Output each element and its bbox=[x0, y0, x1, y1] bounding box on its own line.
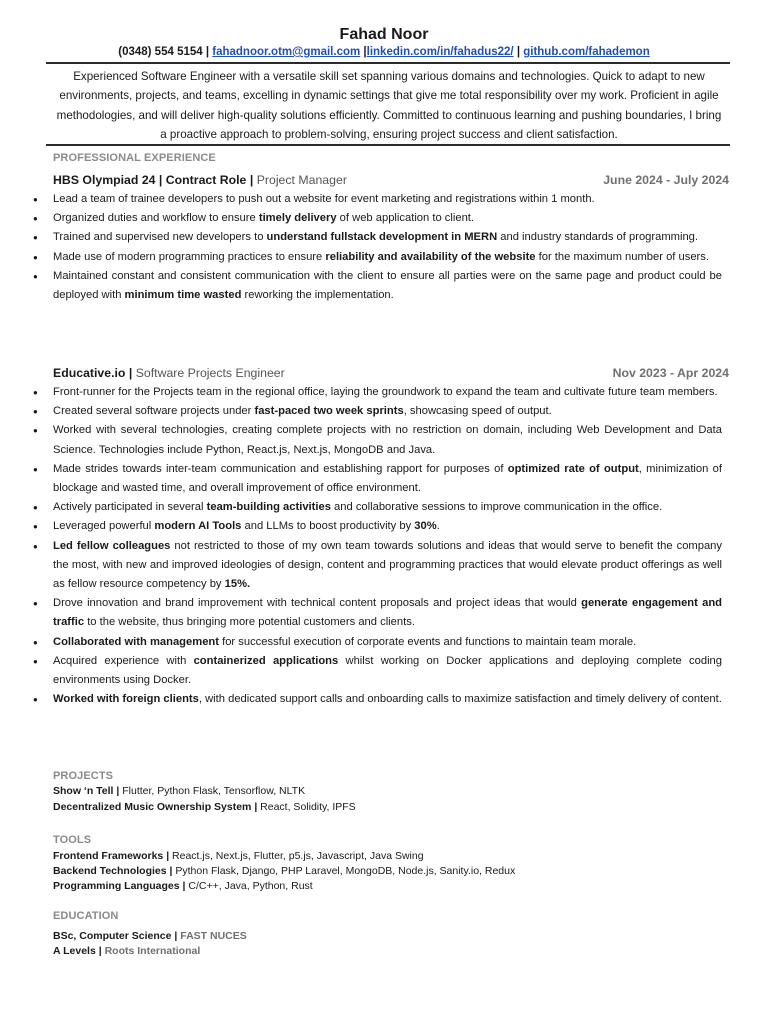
education-item bbox=[53, 929, 247, 944]
bullet-text: Worked with several technologies, creating complete projects with no restriction on domain, including Web Development and Data Science. Technologies include Python, React.js, Next.js, MongoDB and Java. bbox=[53, 424, 722, 456]
job-bullet bbox=[53, 421, 722, 459]
bullet-text: of web application to client. bbox=[336, 212, 475, 225]
linkedin-link[interactable]: linkedin.com/in/fahadus22/ bbox=[366, 46, 514, 58]
bullet-text: Made use of modern programming practices to ensure bbox=[53, 250, 326, 263]
tool-category: Programming Languages | bbox=[53, 880, 189, 892]
project-name: Show ‘n Tell | bbox=[53, 785, 123, 797]
contact-separator: | bbox=[513, 46, 524, 58]
bullet-text: , minimization of blockage and wasted time, and overall improvement of office environment. bbox=[53, 462, 722, 495]
job-organization: Educative.io | bbox=[53, 366, 136, 380]
bullet-emphasis: reliability and availability of the website bbox=[325, 250, 536, 263]
institution-name: FAST NUCES bbox=[180, 930, 247, 942]
bullet-emphasis: optimized rate of output bbox=[507, 462, 639, 475]
candidate-name: Fahad Noor bbox=[339, 26, 429, 43]
projects-section-title: PROJECTS bbox=[53, 770, 114, 782]
bullet-text: Maintained constant and consistent communication with the client to ensure all parties were on the same page and product could be deployed with bbox=[53, 269, 722, 302]
bullet-emphasis: understand fullstack development in MERN bbox=[266, 231, 498, 244]
job-bullet bbox=[53, 383, 722, 402]
bullet-text: . bbox=[436, 520, 440, 533]
bullet-text: Lead a team of trainee developers to push out a website for event marketing and registrations within 1 month. bbox=[53, 193, 595, 205]
education-item bbox=[53, 944, 200, 959]
job-bullet bbox=[53, 248, 722, 267]
education-section-title: EDUCATION bbox=[53, 910, 119, 922]
job-heading bbox=[53, 364, 729, 382]
job-dates: June 2024 - July 2024 bbox=[603, 173, 729, 187]
contact-line bbox=[0, 45, 768, 60]
bullet-text: for successful execution of corporate events and functions to maintain team morale. bbox=[218, 635, 637, 648]
experience-section-title: PROFESSIONAL EXPERIENCE bbox=[53, 152, 216, 164]
job-bullet bbox=[53, 633, 722, 652]
bullet-text: Acquired experience with bbox=[53, 654, 194, 667]
github-link[interactable]: github.com/fahademon bbox=[523, 46, 650, 58]
bullet-text: for the maximum number of users. bbox=[535, 250, 709, 263]
contact-separator: | bbox=[360, 46, 367, 58]
degree-name: A Levels | bbox=[53, 945, 105, 957]
bullet-text: Trained and supervised new developers to bbox=[53, 231, 267, 244]
bullet-text: Made strides towards inter-team communication and establishing rapport for purposes of bbox=[53, 462, 508, 475]
bullet-emphasis: team-building activities bbox=[206, 501, 331, 514]
bullet-emphasis: fast-paced two week sprints bbox=[254, 405, 404, 418]
phone-number: (0348) 554 5154 bbox=[118, 46, 203, 58]
job-bullet bbox=[53, 498, 722, 517]
tool-category: Frontend Frameworks | bbox=[53, 850, 173, 862]
bullet-text: Created several software projects under bbox=[53, 405, 255, 418]
job-bullet bbox=[53, 209, 722, 228]
project-item bbox=[53, 800, 356, 815]
bullet-emphasis: containerized applications bbox=[193, 654, 339, 667]
bullet-emphasis: modern AI Tools bbox=[154, 520, 242, 533]
job-bullet-list bbox=[53, 190, 722, 305]
tool-item bbox=[53, 849, 424, 864]
job-dates: Nov 2023 - Apr 2024 bbox=[612, 366, 729, 380]
bullet-text: , showcasing speed of output. bbox=[403, 405, 552, 418]
job-bullet bbox=[53, 594, 722, 632]
job-role: Software Projects Engineer bbox=[135, 366, 285, 380]
bullet-text: Drove innovation and brand improvement with technical content proposals and project ideas that would bbox=[53, 597, 582, 610]
job-bullet bbox=[53, 537, 722, 595]
project-name: Decentralized Music Ownership System | bbox=[53, 801, 261, 813]
project-detail: Flutter, Python Flask, Tensorflow, NLTK bbox=[122, 785, 306, 797]
bullet-emphasis: Collaborated with management bbox=[53, 635, 219, 648]
bullet-text: reworking the implementation. bbox=[241, 289, 394, 302]
bullet-text: Leveraged powerful bbox=[53, 520, 155, 533]
project-detail: React, Solidity, IPFS bbox=[260, 801, 356, 813]
summary-divider bbox=[46, 144, 730, 146]
bullet-text: and collaborative sessions to improve communication in the office. bbox=[330, 501, 663, 514]
bullet-emphasis: timely delivery bbox=[258, 212, 337, 225]
degree-name: BSc, Computer Science | bbox=[53, 930, 181, 942]
bullet-text: and LLMs to boost productivity by bbox=[241, 520, 415, 533]
tools-section-title: TOOLS bbox=[53, 834, 92, 846]
bullet-emphasis: Worked with foreign clients bbox=[53, 693, 199, 706]
bullet-emphasis: generate engagement and traffic bbox=[53, 597, 722, 629]
job-bullet bbox=[53, 190, 722, 209]
bullet-text: , with dedicated support calls and onboarding calls to maximize satisfaction and timely delivery of content. bbox=[198, 693, 722, 706]
tool-detail: React.js, Next.js, Flutter, p5.js, Javascript, Java Swing bbox=[172, 850, 424, 862]
contact-separator: | bbox=[202, 46, 213, 58]
job-bullet-list bbox=[53, 383, 722, 709]
bullet-text: not restricted to those of my own team towards solutions and ideas that would serve to benefit the company the most, with new and improved ideologies of design, content and programming practices that would elevate product offerings as well as fellow resource competency by bbox=[53, 539, 722, 591]
project-item bbox=[53, 784, 305, 799]
summary-paragraph: Experienced Software Engineer with a versatile skill set spanning various domains and technologies. Quick to adapt to new environments, projects, and teams, excelling in dynamic settings that give me total responsibility over my work. Proficient in agile methodologies, and will deliver high-quality solutions efficiently. Committed to continuous learning and pushing boundaries, I bring a proactive approach to problem-solving, ensuring project success and client satisfaction. bbox=[56, 70, 722, 141]
job-role: Project Manager bbox=[256, 173, 347, 187]
job-bullet bbox=[53, 228, 722, 247]
bullet-text: Organized duties and workflow to ensure bbox=[53, 212, 259, 225]
job-heading bbox=[53, 171, 729, 189]
tool-detail: Python Flask, Django, PHP Laravel, MongoDB, Node.js, Sanity.io, Redux bbox=[175, 865, 516, 877]
bullet-text: Front-runner for the Projects team in the regional office, laying the groundwork to expand the team and cultivate future team members. bbox=[53, 386, 718, 398]
job-bullet bbox=[53, 402, 722, 421]
tool-item bbox=[53, 864, 515, 879]
job-organization: HBS Olympiad 24 | Contract Role | bbox=[53, 173, 257, 187]
job-bullet bbox=[53, 652, 722, 690]
bullet-text: and industry standards of programming. bbox=[497, 231, 699, 244]
top-divider bbox=[46, 62, 730, 64]
tool-detail: C/C++, Java, Python, Rust bbox=[188, 880, 313, 892]
tool-category: Backend Technologies | bbox=[53, 865, 176, 877]
bullet-emphasis: 30% bbox=[414, 520, 437, 533]
job-bullet bbox=[53, 460, 722, 498]
bullet-emphasis: minimum time wasted bbox=[124, 289, 242, 302]
bullet-emphasis: Led fellow colleagues bbox=[53, 539, 171, 552]
institution-name: Roots International bbox=[104, 945, 201, 957]
bullet-text: Actively participated in several bbox=[53, 501, 207, 514]
bullet-text: whilst working on Docker applications and deploying complete coding environments using Docker. bbox=[53, 654, 723, 687]
job-bullet bbox=[53, 267, 722, 305]
tool-item bbox=[53, 879, 313, 894]
job-bullet bbox=[53, 517, 722, 536]
job-bullet bbox=[53, 690, 722, 709]
bullet-emphasis: 15%. bbox=[224, 578, 251, 591]
bullet-text: to the website, thus bringing more potential customers and clients. bbox=[84, 616, 415, 629]
email-link[interactable]: fahadnoor.otm@gmail.com bbox=[212, 46, 361, 58]
